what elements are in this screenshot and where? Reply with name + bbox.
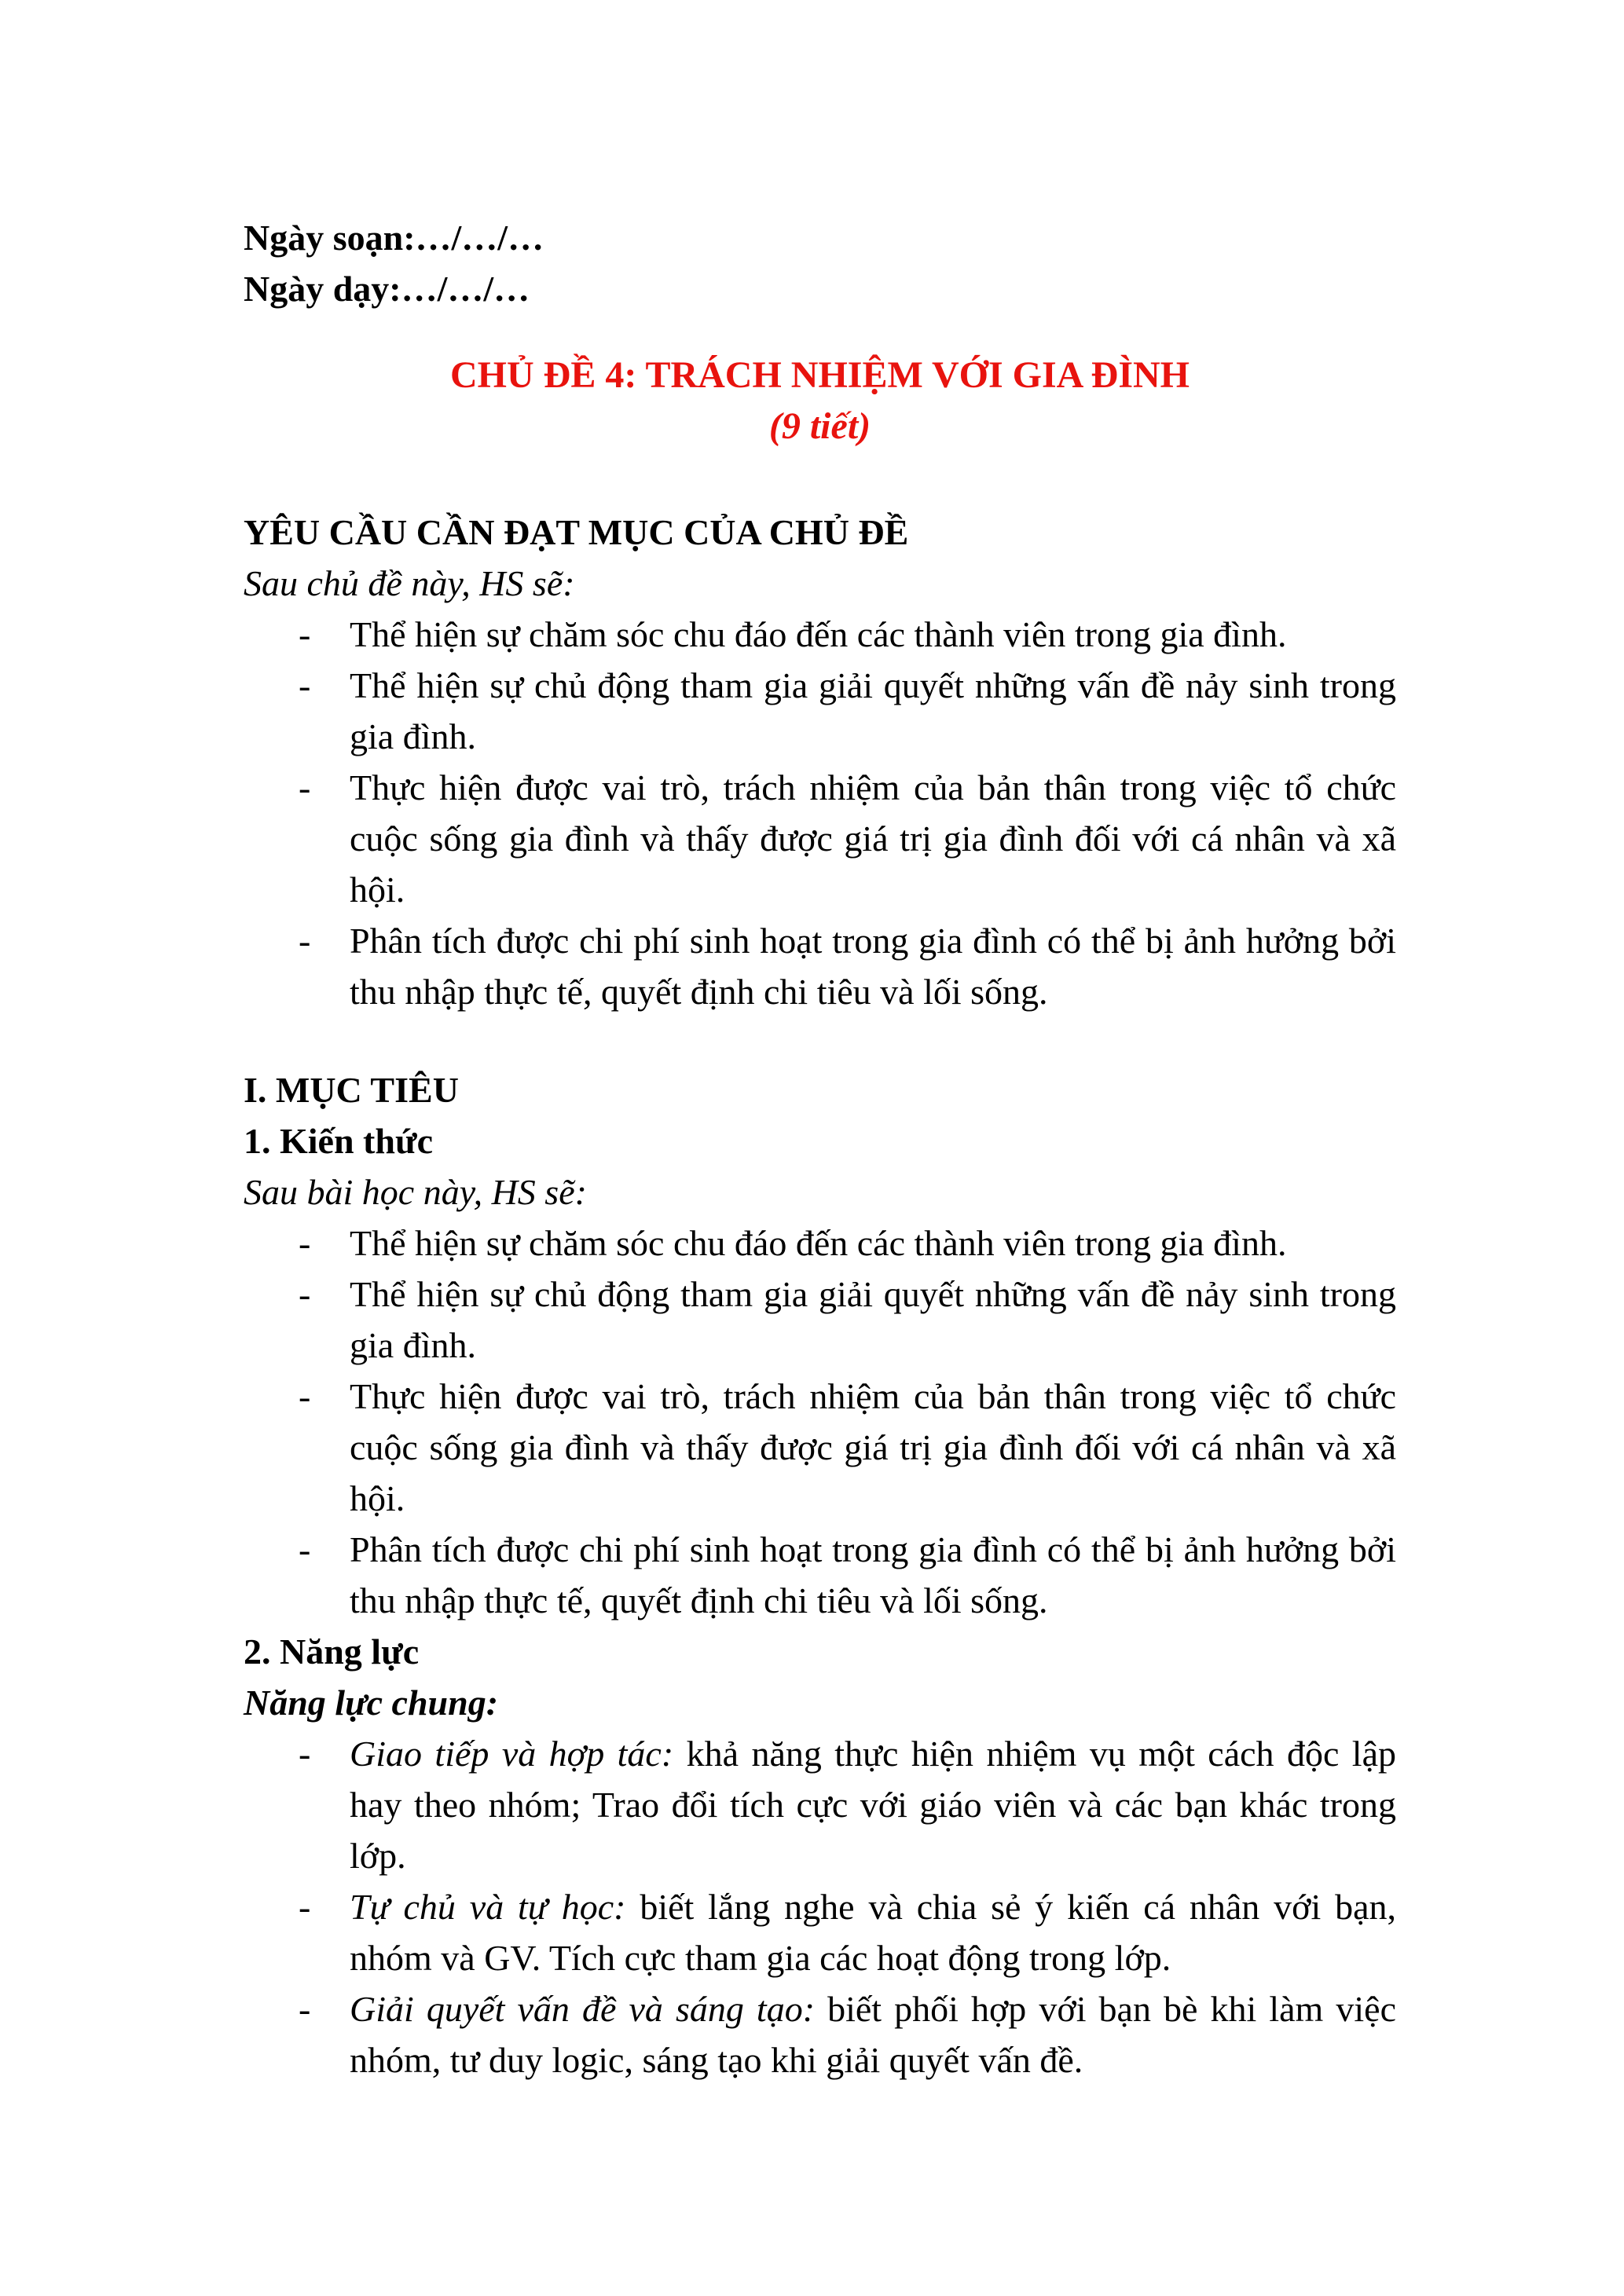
bullet-text: Thể hiện sự chủ động tham gia giải quyết những vấn đề nảy sinh trong gia đình. [350,1274,1396,1365]
requirements-heading: YÊU CẦU CẦN ĐẠT MỤC CỦA CHỦ ĐỀ [244,512,909,552]
bullet-text: Thực hiện được vai trò, trách nhiệm của bản thân trong việc tổ chức cuộc sống gia đình và thấy được giá trị gia đình đối với cá nhân và xã hội. [350,1376,1396,1518]
bullet-text: Thực hiện được vai trò, trách nhiệm của bản thân trong việc tổ chức cuộc sống gia đình và thấy được giá trị gia đình đối với cá nhân và xã hội. [350,767,1396,910]
bullet-marker: - [299,1734,311,1774]
bullet-marker: - [299,1989,311,2029]
competencies-heading: 2. Năng lực [244,1631,420,1672]
bullet-text: Thể hiện sự chủ động tham gia giải quyết những vấn đề nảy sinh trong gia đình. [350,665,1396,756]
competencies-list-item [244,1728,1396,1881]
bullet-text: Phân tích được chi phí sinh hoạt trong gia đình có thể bị ảnh hưởng bởi thu nhập thực tế, quyết định chi tiêu và lối sống. [350,1529,1396,1620]
bullet-marker: - [299,1223,311,1263]
date-taught-line: Ngày dạy:…/…/… [244,269,530,309]
bullet-marker: - [299,767,311,807]
bullet-marker: - [299,665,311,705]
bullet-marker: - [299,1529,311,1569]
bullet-text: Thể hiện sự chăm sóc chu đáo đến các thành viên trong gia đình. [350,614,1287,654]
bullet-marker: - [299,921,311,961]
bullet-text [350,1983,1396,2085]
requirements-list-item [244,915,1396,1017]
objectives-heading: I. MỤC TIÊU [244,1070,459,1110]
bullet-marker: - [299,1376,311,1416]
knowledge-intro: Sau bài học này, HS sẽ: [244,1172,587,1212]
bullet-body-text: khả năng thực hiện nhiệm vụ một cách độc lập hay theo nhóm; Trao đổi tích cực với giáo viên và các bạn khác trong lớp. [350,1734,1396,1876]
bullet-lead-phrase: Tự chủ và tự học: [350,1887,626,1927]
date-prepared-line: Ngày soạn:…/…/… [244,218,544,258]
bullet-lead-phrase: Giao tiếp và hợp tác: [350,1734,674,1774]
competencies-list-item [244,1983,1396,2085]
requirements-intro: Sau chủ đề này, HS sẽ: [244,563,575,603]
knowledge-list-item [244,1218,1396,1269]
bullet-text: Phân tích được chi phí sinh hoạt trong gia đình có thể bị ảnh hưởng bởi thu nhập thực tế, quyết định chi tiêu và lối sống. [350,921,1396,1012]
bullet-text [350,1881,1396,1983]
knowledge-list-item [244,1524,1396,1626]
knowledge-heading: 1. Kiến thức [244,1121,433,1161]
requirements-list-item [244,660,1396,762]
competencies-list-item [244,1881,1396,1983]
bullet-body-text: biết phối hợp với bạn bè khi làm việc nhóm, tư duy logic, sáng tạo khi giải quyết vấn đề. [350,1989,1396,2080]
competencies-subheading: Năng lực chung: [244,1683,499,1723]
bullet-marker: - [299,614,311,654]
bullet-body-text: biết lắng nghe và chia sẻ ý kiến cá nhân với bạn, nhóm và GV. Tích cực tham gia các hoạt động trong lớp. [350,1887,1396,1978]
requirements-list-item [244,609,1396,660]
bullet-text: Thể hiện sự chăm sóc chu đáo đến các thành viên trong gia đình. [350,1223,1287,1263]
bullet-text [350,1728,1396,1881]
bullet-marker: - [299,1274,311,1314]
requirements-list-item [244,762,1396,915]
chapter-duration: (9 tiết) [768,405,871,447]
chapter-title: CHỦ ĐỀ 4: TRÁCH NHIỆM VỚI GIA ĐÌNH [450,354,1190,396]
chapter-title-block [244,350,1396,452]
knowledge-list-item [244,1269,1396,1371]
bullet-marker: - [299,1887,311,1927]
knowledge-list-item [244,1371,1396,1524]
bullet-lead-phrase: Giải quyết vấn đề và sáng tạo: [350,1989,816,2029]
